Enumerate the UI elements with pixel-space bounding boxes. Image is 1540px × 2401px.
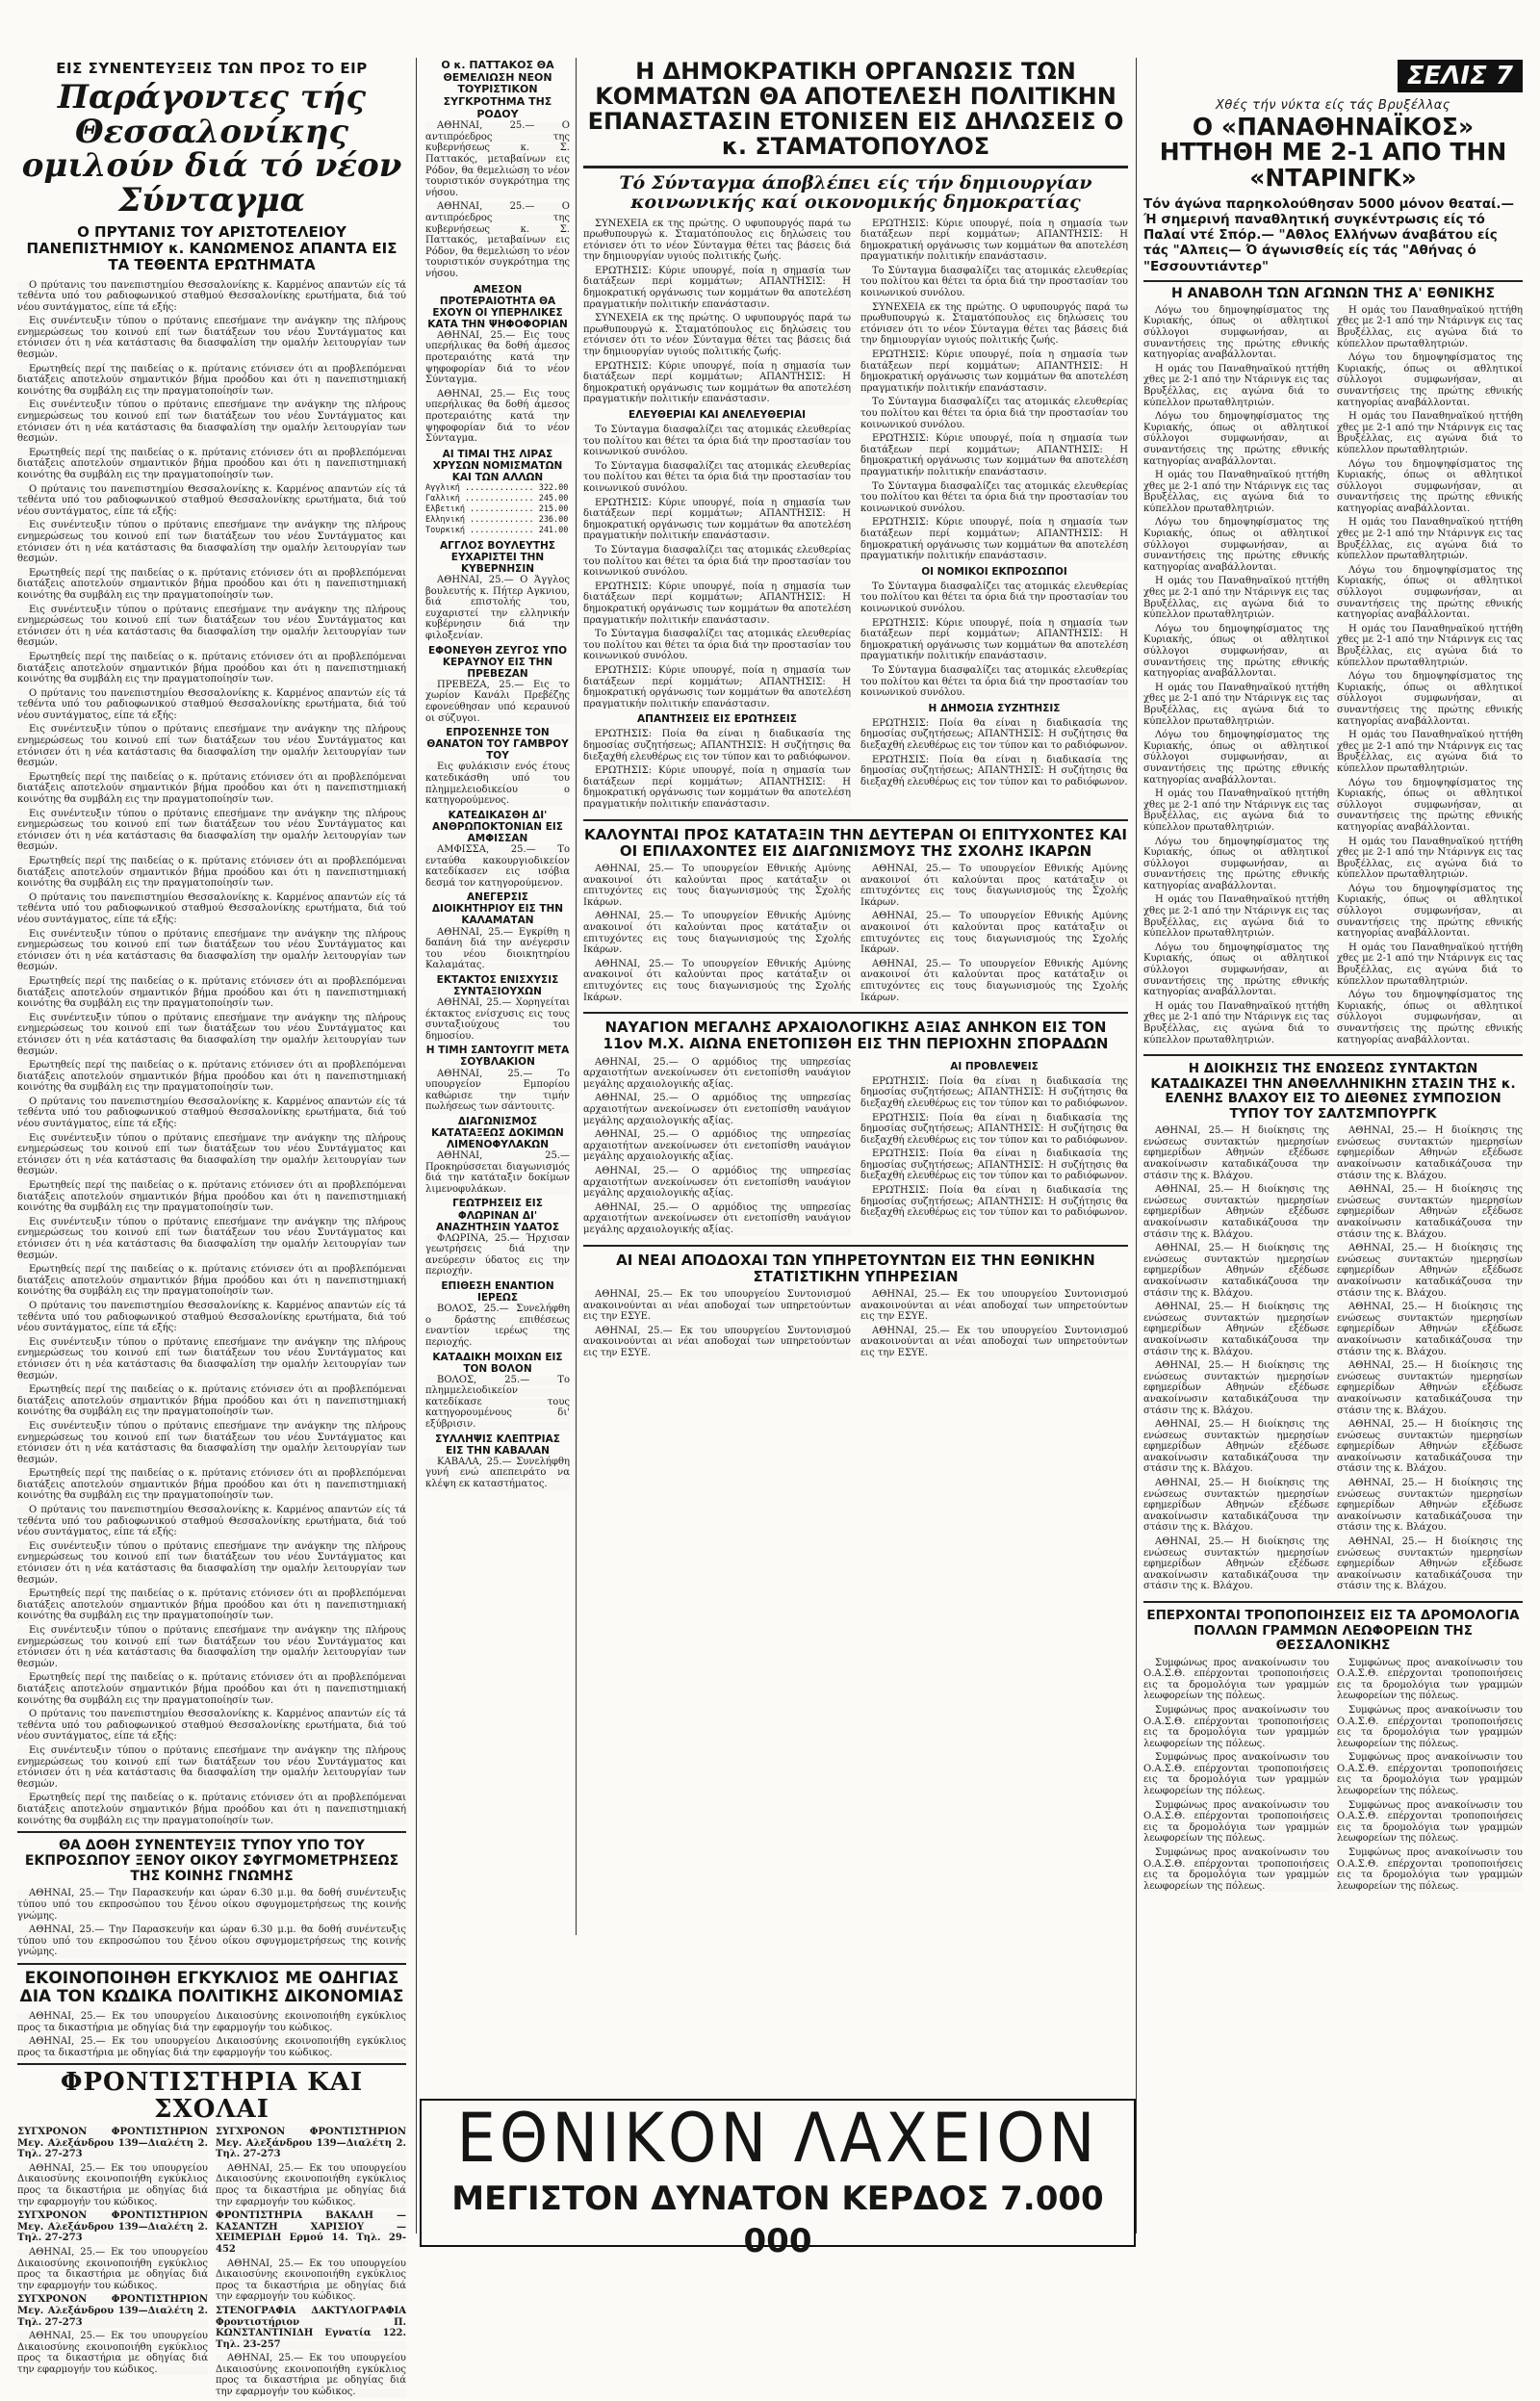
col4-body4-f: Συμφώνως προς ανακοίνωσιν του Ο.Α.Σ.Θ. επέρχονται τροποποιήσεις εις τα δρομολόγια των γραμμών λεωφορείων της πόλεως. xyxy=(1337,1657,1523,1702)
column-rule-1 xyxy=(416,58,417,2233)
col4-body2-h: Η ομάς του Παναθηναϊκού ηττήθη χθες με 2-1 από την Ντάρινγκ εις τας Βρυξέλλας, εις αγώνα διά το κύπελλον πρωταθλητριών. xyxy=(1337,304,1523,349)
col3-body2-j: ΕΡΩΤΗΣΙΣ: Κύριε υπουργέ, ποία η σημασία των διατάξεων περί κομμάτων; ΑΠΑΝΤΗΣΙΣ: Η δημοκρατική οργάνωσις των κομμάτων θα αποτελέση πραγματικήν πολιτικήν επανάστασιν. xyxy=(860,517,1128,562)
col3-nees-a xyxy=(583,1289,851,1362)
col4-headline: Ο «ΠΑΝΑΘΗΝΑΪΚΟΣ» ΗΤΤΗΘΗ ΜΕ 2-1 ΑΠΟ ΤΗΝ «ΝΤΑΡΙΝΓΚ» xyxy=(1159,113,1507,192)
col4-rule-2 xyxy=(1143,1054,1523,1056)
col1-body3-repeat13: Ερωτηθείς περί της παιδείας ο κ. πρύτανις ετόνισεν ότι αι προβλεπόμεναι διατάξεις αποτελούν σημαντικόν βήμα προόδου και ότι η πανεπιστημιακή κοινότης θα συμβάλη εις την πραγματοποίησίν των. xyxy=(17,1672,406,1706)
col2-body4: ΠΡΕΒΕΖΑ, 25.— Εις το χωρίον Κανάλι Πρεβέζης εφονεύθησαν υπό κεραυνού οι σύζυγοι. xyxy=(425,679,570,724)
col4-body1: Λόγω του δημοψηφίσματος της Κυριακής, όπως οι αθλητικοί σύλλογοι συμφωνήσαν, αι συναντήσεις της πρώτης εθνικής κατηγορίας αναβάλλονται. xyxy=(1143,304,1329,361)
col3-body4: ΕΡΩΤΗΣΙΣ: Ποία θα είναι η διαδικασία της δημοσίας συζητήσεως; ΑΠΑΝΤΗΣΙΣ: Η συζήτησις θα διεξαχθή ελευθέρως εις τον τύπον και το ραδιόφωνον. xyxy=(860,717,1128,751)
col4-body2-i: Η ομάς του Παναθηναϊκού ηττήθη χθες με 2-1 από την Ντάρινγκ εις τας Βρυξέλλας, εις αγώνα διά το κύπελλον πρωταθλητριών. xyxy=(1337,411,1523,455)
col4-lead: Τόν άγώνα παρηκολούθησαν 5000 μόνον θεαταί.— Ή σημερινή παναθλητική συγκέντρωσις είς τό Παλαί ντέ Σπόρ.— "Αθλος Ελλήνων άναβάτου είς τάς "Αλπεις— Ό άγωνισθείς είς τάς "Αθήνας ό "Εσσουντιάντερ" xyxy=(1143,195,1515,274)
col3-body4-b: ΕΡΩΤΗΣΙΣ: Ποία θα είναι η διαδικασία της δημοσίας συζητήσεως; ΑΠΑΝΤΗΣΙΣ: Η συζήτησις θα διεξαχθή ελευθέρως εις τον τύπον και το ραδιόφωνον. xyxy=(860,754,1128,787)
col1-ad2-b: ΣΥΓΧΡΟΝΟΝ ΦΡΟΝΤΙΣΤΗΡΙΟΝ Μεγ. Αλεξάνδρου 139—Διαλέτη 2. Τηλ. 27-273 xyxy=(216,2127,406,2160)
lottery-title: ΕΘΝΙΚΟΝ ΛΑΧΕΙΟΝ xyxy=(456,2100,1099,2179)
col1-body1-repeat2: Ο πρύτανις του πανεπιστημίου Θεσσαλονίκης κ. Καρμένος απαντών είς τά τεθέντα υπό του ραδιοφωνικού σταθμού Θεσσαλονίκης ερωτήματα, διά τού νέου συντάγματος, είπε τά εξής: xyxy=(17,687,406,721)
col1-ads xyxy=(17,2127,406,2401)
col1-body3-repeat9: Ερωτηθείς περί της παιδείας ο κ. πρύτανις ετόνισεν ότι αι προβλεπόμεναι διατάξεις αποτελούν σημαντικόν βήμα προόδου και ότι η πανεπιστημιακή κοινότης θα συμβάλη εις την πραγματοποίησίν των. xyxy=(17,1264,406,1298)
col4-body1-h: Λόγω του δημοψηφίσματος της Κυριακής, όπως οι αθλητικοί σύλλογοι συμφωνήσαν, αι συναντήσεις της πρώτης εθνικής κατηγορίας αναβάλλονται. xyxy=(1337,352,1523,408)
col3-body4-d: ΕΡΩΤΗΣΙΣ: Ποία θα είναι η διαδικασία της δημοσίας συζητήσεως; ΑΠΑΝΤΗΣΙΣ: Η συζήτησις θα διεξαχθή ελευθέρως εις τον τύπον και το ραδιόφωνον. xyxy=(860,1112,1128,1146)
col3-body2-d: ΕΡΩΤΗΣΙΣ: Κύριε υπουργέ, ποία η σημασία των διατάξεων περί κομμάτων; ΑΠΑΝΤΗΣΙΣ: Η δημοκρατική οργάνωσις των κομμάτων θα αποτελέση πραγματικήν πολιτικήν επανάστασιν. xyxy=(583,581,851,626)
col3-body3-h: Το Σύνταγμα διασφαλίζει τας ατομικάς ελευθερίας του πολίτου και θέτει τα όρια διά την προστασίαν του κοινωνικού συνόλου. xyxy=(860,581,1128,614)
col4-body2-j: Η ομάς του Παναθηναϊκού ηττήθη χθες με 2-1 από την Ντάρινγκ εις τας Βρυξέλλας, εις αγώνα διά το κύπελλον πρωταθλητριών. xyxy=(1337,517,1523,562)
col2-body13: ΒΟΛΟΣ, 25.— Το πλημμελειοδικείον κατεδίκασε τους κατηγορουμένους δι' εξύβρισιν. xyxy=(425,1374,570,1431)
col4-body2-g: Η ομάς του Παναθηναϊκού ηττήθη χθες με 2-1 από την Ντάρινγκ εις τας Βρυξέλλας, εις αγώνα διά το κύπελλον πρωταθλητριών. xyxy=(1143,1000,1329,1046)
col4-body4-i: Συμφώνως προς ανακοίνωσιν του Ο.Α.Σ.Θ. επέρχονται τροποποιήσεις εις τα δρομολόγια των γραμμών λεωφορείων της πόλεως. xyxy=(1337,1799,1523,1845)
col2-h3: ΑΙ ΤΙΜΑΙ ΤΗΣ ΛΙΡΑΣ ΧΡΥΣΩΝ ΝΟΜΙΣΜΑΤΩΝ ΚΑΙ ΤΩΝ ΑΛΛΩΝ xyxy=(432,448,563,483)
column-rule-2 xyxy=(576,58,577,1935)
col2-prices: Αγγλική .............. 322.00 Γαλλική .............. 245.00 Ελβετική ............. 215.00 Ελληνική ............. 236.00 Τουρκική ............. 241.00 xyxy=(425,482,569,535)
col4-body3-h: ΑΘΗΝΑΙ, 25.— Η διοίκησις της ενώσεως συντακτών ημερησίων εφημερίδων Αθηνών εξέδωσε ανακοίνωσιν καταδικάζουσα την στάσιν της κ. Βλάχου. xyxy=(1143,1536,1329,1592)
col4-body3-c: ΑΘΗΝΑΙ, 25.— Η διοίκησις της ενώσεως συντακτών ημερησίων εφημερίδων Αθηνών εξέδωσε ανακοίνωσιν καταδικάζουσα την στάσιν της κ. Βλάχου. xyxy=(1143,1243,1329,1299)
col3-body3-d: Το Σύνταγμα διασφαλίζει τας ατομικάς ελευθερίας του πολίτου και θέτει τα όρια διά την προστασίαν του κοινωνικού συνόλου. xyxy=(583,629,851,662)
col2-h10: Η ΤΙΜΗ ΣΑΝΤΟΥΓΙΤ ΜΕΤΑ ΣΟΥΒΛΑΚΙΟΝ xyxy=(425,1045,570,1069)
col1-ad1: ΣΥΓΧΡΟΝΟΝ ΦΡΟΝΤΙΣΤΗΡΙΟΝ Μεγ. Αλεξάνδρου 139—Διαλέτη 2. Τηλ. 27-273 xyxy=(17,2127,208,2160)
col3-body7-d: ΑΘΗΝΑΙ, 25.— Εκ του υπουργείου Συντονισμού ανακοινούνται αι νέαι αποδοχαί των υπηρετούντων εις την ΕΣΥΕ. xyxy=(860,1325,1128,1359)
column-2 xyxy=(425,60,570,2024)
col1-body3-repeat2: Ερωτηθείς περί της παιδείας ο κ. πρύτανις ετόνισεν ότι αι προβλεπόμεναι διατάξεις αποτελούν σημαντικόν βήμα προόδου και ότι η πανεπιστημιακή κοινότης θα συμβάλη εις την πραγματοποίησίν των. xyxy=(17,567,406,601)
col3-headline: Η ΔΗΜΟΚΡΑΤΙΚΗ ΟΡΓΑΝΩΣΙΣ ΤΩΝ ΚΟΜΜΑΤΩΝ ΘΑ ΑΠΟΤΕΛΕΣΗ ΠΟΛΙΤΙΚΗΝ ΕΠΑΝΑΣΤΑΣΙΝ ΕΤΟΝΙΣΕΝ ΕΙΣ ΔΗΛΩΣΕΙΣ Ο κ. ΣΤΑΜΑΤΟΠΟΥΛΟΣ xyxy=(587,58,1124,160)
col3-kal-a xyxy=(583,864,851,1006)
col3-body5: ΑΘΗΝΑΙ, 25.— Το υπουργείον Εθνικής Αμύνης ανακοινοί ότι καλούνται προς κατάταξιν οι επιτυχόντες εις τους διαγωνισμούς της Σχολής Ικάρων. xyxy=(583,864,851,908)
col1-body3-repeat14: Ερωτηθείς περί της παιδείας ο κ. πρύτανις ετόνισεν ότι αι προβλεπόμεναι διατάξεις αποτελούν σημαντικόν βήμα προόδου και ότι η πανεπιστημιακή κοινότης θα συμβάλη εις την πραγματοποίησίν των. xyxy=(17,1793,406,1826)
col1-body2-repeat9: Εις συνέντευξιν τύπου ο πρύτανις επεσήμανε την ανάγκην της πλήρους ενημερώσεως του κοινού επί των διατάξεων του νέου Συντάγματος και ετόνισεν ότι η νέα κατάστασις θα διασφαλίση την ομαλήν λειτουργίαν των θεσμών. xyxy=(17,1216,406,1261)
col2-h11: ΔΙΑΓΩΝΙΣΜΟΣ ΚΑΤΑΤΑΞΕΩΣ ΔΟΚΙΜΩΝ ΛΙΜΕΝΟΦΥΛΑΚΩΝ xyxy=(431,1115,564,1151)
col2-h8: ΑΝΕΓΕΡΣΙΣ ΔΙΟΙΚΗΤΗΡΙΟΥ ΕΙΣ ΤΗΝ ΚΑΛΑΜΑΤΑΝ xyxy=(431,891,564,927)
col2-h4: ΑΓΓΛΟΣ ΒΟΥΛΕΥΤΗΣ ΕΥΧΑΡΙΣΤΕΙ ΤΗΝ ΚΥΒΕΡΝΗΣΙΝ xyxy=(440,539,555,576)
col3-body5-f: ΑΘΗΝΑΙ, 25.— Το υπουργείον Εθνικής Αμύνης ανακοινοί ότι καλούνται προς κατάταξιν οι επιτυχόντες εις τους διαγωνισμούς της Σχολής Ικάρων. xyxy=(860,958,1128,1003)
col2-h12: ΓΕΩΤΡΗΣΕΙΣ ΕΙΣ ΦΛΩΡΙΝΑΝ ΔΙ' ΑΝΑΖΗΤΗΣΙΝ ΥΔΑΤΟΣ xyxy=(435,1198,560,1233)
col3-body4-f: ΕΡΩΤΗΣΙΣ: Ποία θα είναι η διαδικασία της δημοσίας συζητήσεως; ΑΠΑΝΤΗΣΙΣ: Η συζήτησις θα διεξαχθή ελευθέρως εις τον τύπον και το ραδιόφωνον. xyxy=(860,1185,1128,1219)
col4-anavoli-b xyxy=(1337,305,1523,1048)
col4-body2-b: Η ομάς του Παναθηναϊκού ηττήθη χθες με 2-1 από την Ντάρινγκ εις τας Βρυξέλλας, εις αγώνα διά το κύπελλον πρωταθλητριών. xyxy=(1143,470,1329,514)
col4-body4-d: Συμφώνως προς ανακοίνωσιν του Ο.Α.Σ.Θ. επέρχονται τροποποιήσεις εις τα δρομολόγια των γραμμών λεωφορείων της πόλεως. xyxy=(1143,1799,1329,1845)
col1-body1: Ο πρύτανις του πανεπιστημίου Θεσσαλονίκης κ. Καρμένος απαντών είς τά τεθέντα υπό του ραδιοφωνικού σταθμού Θεσσαλονίκης ερωτήματα, διά τού νέου συντάγματος, είπε τά εξής: xyxy=(17,279,406,313)
col4-body3-d: ΑΘΗΝΑΙ, 25.— Η διοίκησις της ενώσεως συντακτών ημερησίων εφημερίδων Αθηνών εξέδωσε ανακοίνωσιν καταδικάζουσα την στάσιν της κ. Βλάχου. xyxy=(1143,1302,1329,1357)
col3-nav-b xyxy=(860,1057,1128,1239)
col2-h2: ΑΜΕΣΟΝ ΠΡΟΤΕΡΑΙΟΤΗΤΑ ΘΑ ΕΧΟΥΝ ΟΙ ΥΠΕΡΗΛΙΚΕΣ ΚΑΤΑ ΤΗΝ ΨΗΦΟΦΟΡΙΑΝ xyxy=(427,283,568,330)
col4-body2-m: Η ομάς του Παναθηναϊκού ηττήθη χθες με 2-1 από την Ντάρινγκ εις τας Βρυξέλλας, εις αγώνα διά το κύπελλον πρωταθλητριών. xyxy=(1337,836,1523,881)
col1-body3-repeat: Ερωτηθείς περί της παιδείας ο κ. πρύτανις ετόνισεν ότι αι προβλεπόμεναι διατάξεις αποτελούν σημαντικόν βήμα προόδου και ότι η πανεπιστημιακή κοινότης θα συμβάλη εις την πραγματοποίησίν των. xyxy=(17,447,406,480)
col3-body6: ΑΘΗΝΑΙ, 25.— Ο αρμόδιος της υπηρεσίας αρχαιοτήτων ανεκοίνωσεν ότι ενετοπίσθη ναυάγιον μεγάλης αρχαιολογικής αξίας. xyxy=(583,1056,851,1090)
col2-body3: ΑΘΗΝΑΙ, 25.— Ο Άγγλος βουλευτής κ. Πήτερ Αγκνιου, διά επιστολής του, ευχαριστεί την ελληνικήν κυβέρνησιν διά την φιλοξενίαν. xyxy=(425,575,570,642)
col3-body6-e: ΑΘΗΝΑΙ, 25.— Ο αρμόδιος της υπηρεσίας αρχαιοτήτων ανεκοίνωσεν ότι ενετοπίσθη ναυάγιον μεγάλης αρχαιολογικής αξίας. xyxy=(583,1201,851,1235)
col2-body14: ΚΑΒΑΛΑ, 25.— Συνελήφθη γυνή ενώ απεπειράτο να κλέψη εκ καταστήματος. xyxy=(425,1456,570,1489)
col3-nees-b xyxy=(860,1289,1128,1362)
col3-body3-g: Το Σύνταγμα διασφαλίζει τας ατομικάς ελευθερίας του πολίτου και θέτει τα όρια διά την προστασίαν του κοινωνικού συνόλου. xyxy=(860,480,1128,514)
lottery-subtitle: ΜΕΓΙΣΤΟΝ ΔΥΝΑΤΟΝ ΚΕΡΔΟΣ 7.000 000 xyxy=(451,2180,1104,2260)
col4-body4-h: Συμφώνως προς ανακοίνωσιν του Ο.Α.Σ.Θ. επέρχονται τροποποιήσεις εις τα δρομολόγια των γραμμών λεωφορείων της πόλεως. xyxy=(1337,1752,1523,1797)
col4-body3-p: ΑΘΗΝΑΙ, 25.— Η διοίκησις της ενώσεως συντακτών ημερησίων εφημερίδων Αθηνών εξέδωσε ανακοίνωσιν καταδικάζουσα την στάσιν της κ. Βλάχου. xyxy=(1337,1536,1523,1592)
col3-body2-c: ΕΡΩΤΗΣΙΣ: Κύριε υπουργέ, ποία η σημασία των διατάξεων περί κομμάτων; ΑΠΑΝΤΗΣΙΣ: Η δημοκρατική οργάνωσις των κομμάτων θα αποτελέση πραγματικήν πολιτικήν επανάστασιν. xyxy=(583,497,851,542)
col4-body1-g: Λόγω του δημοψηφίσματος της Κυριακής, όπως οι αθλητικοί σύλλογοι συμφωνήσαν, αι συναντήσεις της πρώτης εθνικής κατηγορίας αναβάλλονται. xyxy=(1143,942,1329,998)
col4-body1-n: Λόγω του δημοψηφίσματος της Κυριακής, όπως οι αθλητικοί σύλλογοι συμφωνήσαν, αι συναντήσεις της πρώτης εθνικής κατηγορίας αναβάλλονται. xyxy=(1337,990,1523,1046)
col2-body8: ΑΘΗΝΑΙ, 25.— Χορηγείται έκτακτος ενίσχυσις εις τους συνταξιούχους του δημοσίου. xyxy=(425,997,570,1042)
col1-ad3-text: ΑΘΗΝΑΙ, 25.— Εκ του υπουργείου Δικαιοσύνης εκοινοποιήθη εγκύκλιος προς τα δικαστήρια με οδηγίας διά την εφαρμογήν του κώδικος. xyxy=(216,2258,406,2303)
col3-body1-c: ΣΥΝΕΧΕΙΑ εκ της πρώτης. Ο υφυπουργός παρά τω πρωθυπουργώ κ. Σταματόπουλος εις δηλώσεις του ετόνισεν ότι το νέον Σύνταγμα θέτει τας βάσεις διά την δημιουργίαν υγιούς πολιτικής ζωής. xyxy=(860,301,1128,347)
col4-body4-e: Συμφώνως προς ανακοίνωσιν του Ο.Α.Σ.Θ. επέρχονται τροποποιήσεις εις τα δρομολόγια των γραμμών λεωφορείων της πόλεως. xyxy=(1143,1847,1329,1892)
col4-dioikisis-a xyxy=(1143,1125,1329,1595)
col4-body2-k: Η ομάς του Παναθηναϊκού ηττήθη χθες με 2-1 από την Ντάρινγκ εις τας Βρυξέλλας, εις αγώνα διά το κύπελλον πρωταθλητριών. xyxy=(1337,623,1523,668)
col1-body3-repeat3: Ερωτηθείς περί της παιδείας ο κ. πρύτανις ετόνισεν ότι αι προβλεπόμεναι διατάξεις αποτελούν σημαντικόν βήμα προόδου και ότι η πανεπιστημιακή κοινότης θα συμβάλη εις την πραγματοποίησίν των. xyxy=(17,651,406,685)
col4-body4-g: Συμφώνως προς ανακοίνωσιν του Ο.Α.Σ.Θ. επέρχονται τροποποιήσεις εις τα δρομολόγια των γραμμών λεωφορείων της πόλεως. xyxy=(1337,1704,1523,1749)
col4-body1-m: Λόγω του δημοψηφίσματος της Κυριακής, όπως οι αθλητικοί σύλλογοι συμφωνήσαν, αι συναντήσεις της πρώτης εθνικής κατηγορίας αναβάλλονται. xyxy=(1337,883,1523,940)
col3-body1: ΣΥΝΕΧΕΙΑ εκ της πρώτης. Ο υφυπουργός παρά τω πρωθυπουργώ κ. Σταματόπουλος εις δηλώσεις του ετόνισεν ότι το νέον Σύνταγμα θέτει τας βάσεις διά την δημιουργίαν υγιούς πολιτικής ζωής. xyxy=(583,218,851,263)
col1-h4: ΦΡΟΝΤΙΣΤΗΡΙΑ ΚΑΙ ΣΧΟΛΑΙ xyxy=(60,2068,364,2124)
col4-body1-c: Λόγω του δημοψηφίσματος της Κυριακής, όπως οι αθλητικοί σύλλογοι συμφωνήσαν, αι συναντήσεις της πρώτης εθνικής κατηγορίας αναβάλλονται. xyxy=(1143,517,1329,573)
col3-body2-f: ΕΡΩΤΗΣΙΣ: Κύριε υπουργέ, ποία η σημασία των διατάξεων περί κομμάτων; ΑΠΑΝΤΗΣΙΣ: Η δημοκρατική οργάνωσις των κομμάτων θα αποτελέση πραγματικήν πολιτικήν επανάστασιν. xyxy=(583,765,851,810)
col1-ad4: ΣΤΕΝΟΓΡΑΦΙΑ ΔΑΚΤΥΛΟΓΡΑΦΙΑ Φροντιστήριον Π. ΚΩΝΣΤΑΝΤΙΝΙΔΗ Εγνατία 122. Τηλ. 23-257 xyxy=(216,2305,406,2350)
col1-body1-repeat7: Ο πρύτανις του πανεπιστημίου Θεσσαλονίκης κ. Καρμένος απαντών είς τά τεθέντα υπό του ραδιοφωνικού σταθμού Θεσσαλονίκης ερωτήματα, διά τού νέου συντάγματος, είπε τά εξής: xyxy=(17,1709,406,1743)
col4-body2-d: Η ομάς του Παναθηναϊκού ηττήθη χθες με 2-1 από την Ντάρινγκ εις τας Βρυξέλλας, εις αγώνα διά το κύπελλον πρωταθλητριών. xyxy=(1143,682,1329,727)
col1-body3-repeat12: Ερωτηθείς περί της παιδείας ο κ. πρύτανις ετόνισεν ότι αι προβλεπόμεναι διατάξεις αποτελούν σημαντικόν βήμα προόδου και ότι η πανεπιστημιακή κοινότης θα συμβάλη εις την πραγματοποίησίν των. xyxy=(17,1588,406,1622)
col2-h5: ΕΦΟΝΕΥΘΗ ΖΕΥΓΟΣ ΥΠΟ ΚΕΡΑΥΝΟΥ ΕΙΣ ΤΗΝ ΠΡΕΒΕΖΑΝ xyxy=(427,644,568,680)
col4-body2-n: Η ομάς του Παναθηναϊκού ηττήθη χθες με 2-1 από την Ντάρινγκ εις τας Βρυξέλλας, εις αγώνα διά το κύπελλον πρωταθλητριών. xyxy=(1337,942,1523,987)
col3-body1-b: ΣΥΝΕΧΕΙΑ εκ της πρώτης. Ο υφυπουργός παρά τω πρωθυπουργώ κ. Σταματόπουλος εις δηλώσεις του ετόνισεν ότι το νέον Σύνταγμα θέτει τας βάσεις διά την δημιουργίαν υγιούς πολιτικής ζωής. xyxy=(583,313,851,358)
col2-body11: ΦΛΩΡΙΝΑ, 25.— Ήρχισαν γεωτρήσεις διά την ανεύρεσιν ύδατος εις την περιοχήν. xyxy=(425,1232,570,1278)
col3-kal-b xyxy=(860,864,1128,1006)
col1-kicker: ΕΙΣ ΣΥΝΕΝΤΕΥΞΕΙΣ ΤΩΝ ΠΡΟΣ ΤΟ ΕΙΡ xyxy=(56,60,368,77)
col4-body2: Η ομάς του Παναθηναϊκού ηττήθη χθες με 2-1 από την Ντάρινγκ εις τας Βρυξέλλας, εις αγώνα διά το κύπελλον πρωταθλητριών. xyxy=(1143,363,1329,408)
col1-body4-repeat: ΑΘΗΝΑΙ, 25.— Την Παρασκευήν και ώραν 6.30 μ.μ. θα δοθή συνέντευξις τύπου υπό του εκπροσώπου του ξένου οίκου σφυγμομετρήσεως της κοινής γνώμης. xyxy=(17,1924,406,1958)
col3-body7-c: ΑΘΗΝΑΙ, 25.— Εκ του υπουργείου Συντονισμού ανακοινούνται αι νέαι αποδοχαί των υπηρετούντων εις την ΕΣΥΕ. xyxy=(860,1289,1128,1323)
col4-body1-b: Λόγω του δημοψηφίσματος της Κυριακής, όπως οι αθλητικοί σύλλογοι συμφωνήσαν, αι συναντήσεις της πρώτης εθνικής κατηγορίας αναβάλλονται. xyxy=(1143,411,1329,467)
column-rule-3 xyxy=(1136,58,1137,2233)
col3-h-nomika: ΟΙ ΝΟΜΙΚΟΙ ΕΚΠΡΟΣΩΠΟΙ xyxy=(921,565,1067,578)
col1-body3-repeat7: Ερωτηθείς περί της παιδείας ο κ. πρύτανις ετόνισεν ότι αι προβλεπόμεναι διατάξεις αποτελούν σημαντικόν βήμα προόδου και ότι η πανεπιστημιακή κοινότης θα συμβάλη εις την πραγματοποίησίν των. xyxy=(17,1060,406,1094)
col4-body2-l: Η ομάς του Παναθηναϊκού ηττήθη χθες με 2-1 από την Ντάρινγκ εις τας Βρυξέλλας, εις αγώνα διά το κύπελλον πρωταθλητριών. xyxy=(1337,730,1523,774)
col1-body5: ΑΘΗΝΑΙ, 25.— Εκ του υπουργείου Δικαιοσύνης εκοινοποιήθη εγκύκλιος προς τα δικαστήρια με οδηγίας διά την εφαρμογήν του κώδικος. xyxy=(17,2011,406,2033)
col4-epanorth-columns xyxy=(1143,1658,1523,1896)
col3-body6-b: ΑΘΗΝΑΙ, 25.— Ο αρμόδιος της υπηρεσίας αρχαιοτήτων ανεκοίνωσεν ότι ενετοπίσθη ναυάγιον μεγάλης αρχαιολογικής αξίας. xyxy=(583,1093,851,1126)
col1-ad2-text: ΑΘΗΝΑΙ, 25.— Εκ του υπουργείου Δικαιοσύνης εκοινοποιήθη εγκύκλιος προς τα δικαστήρια με οδηγίας διά την εφαρμογήν του κώδικος. xyxy=(17,2246,208,2291)
col4-body3-j: ΑΘΗΝΑΙ, 25.— Η διοίκησις της ενώσεως συντακτών ημερησίων εφημερίδων Αθηνών εξέδωσε ανακοίνωσιν καταδικάζουσα την στάσιν της κ. Βλάχου. xyxy=(1337,1184,1523,1240)
col1-ad1-text: ΑΘΗΝΑΙ, 25.— Εκ του υπουργείου Δικαιοσύνης εκοινοποιήθη εγκύκλιος προς τα δικαστήρια με οδηγίας διά την εφαρμογήν του κώδικος. xyxy=(17,2162,208,2207)
col4-body1-l: Λόγω του δημοψηφίσματος της Κυριακής, όπως οι αθλητικοί σύλλογοι συμφωνήσαν, αι συναντήσεις της πρώτης εθνικής κατηγορίας αναβάλλονται. xyxy=(1337,777,1523,833)
col2-body6: ΑΜΦΙΣΣΑ, 25.— Το ενταύθα κακουργιοδικείον κατεδίκασεν εις ισόβια δεσμά τον κατηγορούμενον. xyxy=(425,843,570,889)
col1-body1-repeat6: Ο πρύτανις του πανεπιστημίου Θεσσαλονίκης κ. Καρμένος απαντών είς τά τεθέντα υπό του ραδιοφωνικού σταθμού Θεσσαλονίκης ερωτήματα, διά τού νέου συντάγματος, είπε τά εξής: xyxy=(17,1505,406,1538)
col4-body3-i: ΑΘΗΝΑΙ, 25.— Η διοίκησις της ενώσεως συντακτών ημερησίων εφημερίδων Αθηνών εξέδωσε ανακοίνωσιν καταδικάζουσα την στάσιν της κ. Βλάχου. xyxy=(1337,1125,1523,1181)
col1-body3-repeat6: Ερωτηθείς περί της παιδείας ο κ. πρύτανις ετόνισεν ότι αι προβλεπόμεναι διατάξεις αποτελούν σημαντικόν βήμα προόδου και ότι η πανεπιστημιακή κοινότης θα συμβάλη εις την πραγματοποίησίν των. xyxy=(17,975,406,1010)
col1-body2-repeat5: Εις συνέντευξιν τύπου ο πρύτανις επεσήμανε την ανάγκην της πλήρους ενημερώσεως του κοινού επί των διατάξεων του νέου Συντάγματος και ετόνισεν ότι η νέα κατάστασις θα διασφαλίση την ομαλήν λειτουργίαν των θεσμών. xyxy=(17,808,406,853)
col1-body2-repeat11: Εις συνέντευξιν τύπου ο πρύτανις επεσήμανε την ανάγκην της πλήρους ενημερώσεως του κοινού επί των διατάξεων του νέου Συντάγματος και ετόνισεν ότι η νέα κατάστασις θα διασφαλίση την ομαλήν λειτουργίαν των θεσμών. xyxy=(17,1420,406,1465)
col2-body9: ΑΘΗΝΑΙ, 25.— Το υπουργείον Εμπορίου καθώρισε την τιμήν πωλήσεως των σάντουιτς. xyxy=(425,1068,570,1113)
col4-body3-l: ΑΘΗΝΑΙ, 25.— Η διοίκησις της ενώσεως συντακτών ημερησίων εφημερίδων Αθηνών εξέδωσε ανακοίνωσιν καταδικάζουσα την στάσιν της κ. Βλάχου. xyxy=(1337,1302,1523,1357)
col3-h-apant: ΑΠΑΝΤΗΣΕΙΣ ΕΙΣ ΕΡΩΤΗΣΕΙΣ xyxy=(637,713,797,726)
col1-body2-repeat: Εις συνέντευξιν τύπου ο πρύτανις επεσήμανε την ανάγκην της πλήρους ενημερώσεως του κοινού επί των διατάξεων του νέου Συντάγματος και ετόνισεν ότι η νέα κατάστασις θα διασφαλίση την ομαλήν λειτουργίαν των θεσμών. xyxy=(17,400,406,445)
col1-body2-repeat12: Εις συνέντευξιν τύπου ο πρύτανις επεσήμανε την ανάγκην της πλήρους ενημερώσεως του κοινού επί των διατάξεων του νέου Συντάγματος και ετόνισεν ότι η νέα κατάστασις θα διασφαλίση την ομαλήν λειτουργίαν των θεσμών. xyxy=(17,1540,406,1586)
col4-body3-o: ΑΘΗΝΑΙ, 25.— Η διοίκησις της ενώσεως συντακτών ημερησίων εφημερίδων Αθηνών εξέδωσε ανακοίνωσιν καταδικάζουσα την στάσιν της κ. Βλάχου. xyxy=(1337,1478,1523,1534)
col1-body3: Ερωτηθείς περί της παιδείας ο κ. πρύτανις ετόνισεν ότι αι προβλεπόμεναι διατάξεις αποτελούν σημαντικόν βήμα προόδου και ότι η πανεπιστημιακή κοινότης θα συμβάλη εις την πραγματοποίησίν των. xyxy=(17,363,406,397)
col3-nav-columns xyxy=(583,1057,1128,1239)
col3-kal-columns xyxy=(583,864,1128,1006)
col1-body1-repeat5: Ο πρύτανις του πανεπιστημίου Θεσσαλονίκης κ. Καρμένος απαντών είς τά τεθέντα υπό του ραδιοφωνικού σταθμού Θεσσαλονίκης ερωτήματα, διά τού νέου συντάγματος, είπε τά εξής: xyxy=(17,1300,406,1334)
col3-body5-d: ΑΘΗΝΑΙ, 25.— Το υπουργείον Εθνικής Αμύνης ανακοινοί ότι καλούνται προς κατάταξιν οι επιτυχόντες εις τους διαγωνισμούς της Σχολής Ικάρων. xyxy=(860,864,1128,908)
col3-body2-i: ΕΡΩΤΗΣΙΣ: Κύριε υπουργέ, ποία η σημασία των διατάξεων περί κομμάτων; ΑΠΑΝΤΗΣΙΣ: Η δημοκρατική οργάνωσις των κομμάτων θα αποτελέση πραγματικήν πολιτικήν επανάστασιν. xyxy=(860,433,1128,478)
col1-body1-repeat: Ο πρύτανις του πανεπιστημίου Θεσσαλονίκης κ. Καρμένος απαντών είς τά τεθέντα υπό του ραδιοφωνικού σταθμού Θεσσαλονίκης ερωτήματα, διά τού νέου συντάγματος, είπε τά εξής: xyxy=(17,483,406,517)
col1-divider-2 xyxy=(17,1963,406,1965)
col2-body1-b: ΑΘΗΝΑΙ, 25.— Ο αντιπρόεδρος της κυβερνήσεως κ. Σ. Παττακός, μεταβαίνων εις Ρόδον, θα θεμελιώση το νέον τουριστικόν συγκρότημα της νήσου. xyxy=(425,201,570,279)
col3-body3-b: Το Σύνταγμα διασφαλίζει τας ατομικάς ελευθερίας του πολίτου και θέτει τα όρια διά την προστασίαν του κοινωνικού συνόλου. xyxy=(583,460,851,495)
col2-h9: ΕΚΤΑΚΤΟΣ ΕΝΙΣΧΥΣΙΣ ΣΥΝΤΑΞΙΟΥΧΩΝ xyxy=(436,973,559,997)
col4-dioikisis-columns xyxy=(1143,1125,1523,1595)
col3-nav-a xyxy=(583,1057,851,1239)
col3-body3-i: Το Σύνταγμα διασφαλίζει τας ατομικάς ελευθερίας του πολίτου και θέτει τα όρια διά την προστασίαν του κοινωνικού συνόλου. xyxy=(860,664,1128,699)
col1-headline: Παράγοντες τής Θεσσαλονίκης ομιλούν διά τό νέον Σύνταγμα xyxy=(21,78,402,220)
col2-body7: ΑΘΗΝΑΙ, 25.— Εγκρίθη η δαπάνη διά την ανέγερσιν του νέου διοικητηρίου Καλαμάτας. xyxy=(425,926,570,971)
col3-body5-b: ΑΘΗΝΑΙ, 25.— Το υπουργείον Εθνικής Αμύνης ανακοινοί ότι καλούνται προς κατάταξιν οι επιτυχόντες εις τους διαγωνισμούς της Σχολής Ικάρων. xyxy=(583,911,851,956)
col2-h15: ΣΥΛΛΗΨΙΣ ΚΛΕΠΤΡΙΑΣ ΕΙΣ ΤΗΝ ΚΑΒΑΛΑΝ xyxy=(435,1433,560,1457)
col3-h-kal: ΚΑΛΟΥΝΤΑΙ ΠΡΟΣ ΚΑΤΑΤΑΞΙΝ ΤΗΝ ΔΕΥΤΕΡΑΝ ΟΙ ΕΠΙΤΥΧΟΝΤΕΣ ΚΑΙ ΟΙ ΕΠΙΛΑΧΟΝΤΕΣ ΕΙΣ ΔΙΑΓΩΝΙΣΜΟΥΣ ΤΗΣ ΣΧΟΛΗΣ ΙΚΑΡΩΝ xyxy=(584,825,1127,860)
col3-body2-h: ΕΡΩΤΗΣΙΣ: Κύριε υπουργέ, ποία η σημασία των διατάξεων περί κομμάτων; ΑΠΑΝΤΗΣΙΣ: Η δημοκρατική οργάνωσις των κομμάτων θα αποτελέση πραγματικήν πολιτικήν επανάστασιν. xyxy=(860,349,1128,394)
col4-body1-k: Λόγω του δημοψηφίσματος της Κυριακής, όπως οι αθλητικοί σύλλογοι συμφωνήσαν, αι συναντήσεις της πρώτης εθνικής κατηγορίας αναβάλλονται. xyxy=(1337,671,1523,727)
col2-body2: ΑΘΗΝΑΙ, 25.— Εις τους υπερήλικας θα δοθή άμεσος προτεραιότης κατά την ψηφοφορίαν διά το νέον Σύνταγμα. xyxy=(425,329,570,386)
column-4 xyxy=(1143,60,1523,2264)
col4-body3-e: ΑΘΗΝΑΙ, 25.— Η διοίκησις της ενώσεως συντακτών ημερησίων εφημερίδων Αθηνών εξέδωσε ανακοίνωσιν καταδικάζουσα την στάσιν της κ. Βλάχου. xyxy=(1143,1360,1329,1416)
col2-body2-b: ΑΘΗΝΑΙ, 25.— Εις τους υπερήλικας θα δοθή άμεσος προτεραιότης κατά την ψηφοφορίαν διά το νέον Σύνταγμα. xyxy=(425,388,570,445)
col1-subhead: Ο ΠΡΥΤΑΝΙΣ ΤΟΥ ΑΡΙΣΤΟΤΕΛΕΙΟΥ ΠΑΝΕΠΙΣΤΗΜΙΟΥ κ. ΚΑΝΩΜΕΝΟΣ ΑΠΑΝΤΑ ΕΙΣ ΤΑ ΤΕΘΕΝΤΑ ΕΡΩΤΗΜΑΤΑ xyxy=(26,222,398,274)
col4-body4-c: Συμφώνως προς ανακοίνωσιν του Ο.Α.Σ.Θ. επέρχονται τροποποιήσεις εις τα δρομολόγια των γραμμών λεωφορείων της πόλεως. xyxy=(1143,1752,1329,1797)
col4-rule-3 xyxy=(1143,1601,1523,1603)
col4-body3: ΑΘΗΝΑΙ, 25.— Η διοίκησις της ενώσεως συντακτών ημερησίων εφημερίδων Αθηνών εξέδωσε ανακοίνωσιν καταδικάζουσα την στάσιν της κ. Βλάχου. xyxy=(1143,1125,1329,1181)
col1-body3-repeat4: Ερωτηθείς περί της παιδείας ο κ. πρύτανις ετόνισεν ότι αι προβλεπόμεναι διατάξεις αποτελούν σημαντικόν βήμα προόδου και ότι η πανεπιστημιακή κοινότης θα συμβάλη εις την πραγματοποίησίν των. xyxy=(17,771,406,806)
col3-body3-f: Το Σύνταγμα διασφαλίζει τας ατομικάς ελευθερίας του πολίτου και θέτει τα όρια διά την προστασίαν του κοινωνικού συνόλου. xyxy=(860,397,1128,430)
col4-body3-k: ΑΘΗΝΑΙ, 25.— Η διοίκησις της ενώσεως συντακτών ημερησίων εφημερίδων Αθηνών εξέδωσε ανακοίνωσιν καταδικάζουσα την στάσιν της κ. Βλάχου. xyxy=(1337,1243,1523,1299)
col4-dioikisis-b xyxy=(1337,1125,1523,1595)
col4-body4-b: Συμφώνως προς ανακοίνωσιν του Ο.Α.Σ.Θ. επέρχονται τροποποιήσεις εις τα δρομολόγια των γραμμών λεωφορείων της πόλεως. xyxy=(1143,1704,1329,1749)
col4-anavoli-a xyxy=(1143,305,1329,1048)
lottery-ad xyxy=(420,2099,1136,2260)
col1-body2-repeat10: Εις συνέντευξιν τύπου ο πρύτανις επεσήμανε την ανάγκην της πλήρους ενημερώσεως του κοινού επί των διατάξεων του νέου Συντάγματος και ετόνισεν ότι η νέα κατάστασις θα διασφαλίση την ομαλήν λειτουργίαν των θεσμών. xyxy=(17,1336,406,1381)
col3-body7: ΑΘΗΝΑΙ, 25.— Εκ του υπουργείου Συντονισμού ανακοινούνται αι νέαι αποδοχαί των υπηρετούντων εις την ΕΣΥΕ. xyxy=(583,1289,851,1323)
col2-body12: ΒΟΛΟΣ, 25.— Συνελήφθη ο δράστης επιθέσεως εναντίον ιερέως της περιοχής. xyxy=(425,1304,570,1348)
col2-body5: Εις φυλάκισιν ενός έτους κατεδικάσθη υπό του πλημμελειοδικείου ο κατηγορούμενος. xyxy=(425,762,570,807)
col3-subcol-b xyxy=(860,219,1128,813)
col4-body3-n: ΑΘΗΝΑΙ, 25.— Η διοίκησις της ενώσεως συντακτών ημερησίων εφημερίδων Αθηνών εξέδωσε ανακοίνωσιν καταδικάζουσα την στάσιν της κ. Βλάχου. xyxy=(1337,1419,1523,1475)
col4-body3-b: ΑΘΗΝΑΙ, 25.— Η διοίκησις της ενώσεως συντακτών ημερησίων εφημερίδων Αθηνών εξέδωσε ανακοίνωσιν καταδικάζουσα την στάσιν της κ. Βλάχου. xyxy=(1143,1184,1329,1240)
col4-h-anavoli: Η ΑΝΑΒΟΛΗ ΤΩΝ ΑΓΩΝΩΝ ΤΗΣ Α' ΕΘΝΙΚΗΣ xyxy=(1170,285,1496,301)
col2-body1: ΑΘΗΝΑΙ, 25.— Ο αντιπρόεδρος της κυβερνήσεως κ. Σ. Παττακός, μεταβαίνων εις Ρόδον, θα θεμελιώση το νέον τουριστικόν συγκρότημα της νήσου. xyxy=(425,120,570,198)
col1-body2-repeat2: Εις συνέντευξιν τύπου ο πρύτανις επεσήμανε την ανάγκην της πλήρους ενημερώσεως του κοινού επί των διατάξεων του νέου Συντάγματος και ετόνισεν ότι η νέα κατάστασις θα διασφαλίση την ομαλήν λειτουργίαν των θεσμών. xyxy=(17,520,406,565)
col1-h2: ΘΑ ΔΟΘΗ ΣΥΝΕΝΤΕΥΞΙΣ ΤΥΠΟΥ ΥΠΟ ΤΟΥ ΕΚΠΡΟΣΩΠΟΥ ΞΕΝΟΥ ΟΙΚΟΥ ΣΦΥΓΜΟΜΕΤΡΗΣΕΩΣ ΤΗΣ ΚΟΙΝΗΣ ΓΝΩΜΗΣ xyxy=(24,1838,399,1885)
col2-h14: ΚΑΤΑΔΙΚΗ ΜΟΙΧΩΝ ΕΙΣ ΤΟΝ ΒΟΛΟΝ xyxy=(432,1351,563,1375)
col1-body4: ΑΘΗΝΑΙ, 25.— Την Παρασκευήν και ώραν 6.30 μ.μ. θα δοθή συνέντευξις τύπου υπό του εκπροσώπου του ξένου οίκου σφυγμομετρήσεως της κοινής γνώμης. xyxy=(17,1888,406,1922)
col3-body2-e: ΕΡΩΤΗΣΙΣ: Κύριε υπουργέ, ποία η σημασία των διατάξεων περί κομμάτων; ΑΠΑΝΤΗΣΙΣ: Η δημοκρατική οργάνωσις των κομμάτων θα αποτελέση πραγματικήν πολιτικήν επανάστασιν. xyxy=(583,664,851,710)
col3-body3-e: Το Σύνταγμα διασφαλίζει τας ατομικάς ελευθερίας του πολίτου και θέτει τα όρια διά την προστασίαν του κοινωνικού συνόλου. xyxy=(860,265,1128,299)
col4-body3-f: ΑΘΗΝΑΙ, 25.— Η διοίκησις της ενώσεως συντακτών ημερησίων εφημερίδων Αθηνών εξέδωσε ανακοίνωσιν καταδικάζουσα την στάσιν της κ. Βλάχου. xyxy=(1143,1419,1329,1475)
col4-h-epanorth: ΕΠΕΡΧΟΝΤΑΙ ΤΡΟΠΟΠΟΙΗΣΕΙΣ ΕΙΣ ΤΑ ΔΡΟΜΟΛΟΓΙΑ ΠΟΛΛΩΝ ΓΡΑΜΜΩΝ ΛΕΩΦΟΡΕΙΩΝ ΤΗΣ ΘΕΣΣΑΛΟΝΙΚΗΣ xyxy=(1146,1608,1520,1654)
col1-ad1-b-text: ΑΘΗΝΑΙ, 25.— Εκ του υπουργείου Δικαιοσύνης εκοινοποιήθη εγκύκλιος προς τα δικαστήρια με οδηγίας διά την εφαρμογήν του κώδικος. xyxy=(17,2331,208,2375)
col1-body3-repeat5: Ερωτηθείς περί της παιδείας ο κ. πρύτανις ετόνισεν ότι αι προβλεπόμεναι διατάξεις αποτελούν σημαντικόν βήμα προόδου και ότι η πανεπιστημιακή κοινότης θα συμβάλη εις την πραγματοποίησίν των. xyxy=(17,856,406,890)
col1-body5-repeat: ΑΘΗΝΑΙ, 25.— Εκ του υπουργείου Δικαιοσύνης εκοινοποιήθη εγκύκλιος προς τα δικαστήρια με οδηγίας διά την εφαρμογήν του κώδικος. xyxy=(17,2036,406,2058)
col3-body7-b: ΑΘΗΝΑΙ, 25.— Εκ του υπουργείου Συντονισμού ανακοινούνται αι νέαι αποδοχαί των υπηρετούντων εις την ΕΣΥΕ. xyxy=(583,1325,851,1359)
col1-h3: ΕΚΟΙΝΟΠΟΙΗΘΗ ΕΓΚΥΚΛΙΟΣ ΜΕ ΟΔΗΓΙΑΣ ΔΙΑ ΤΟΝ ΚΩΔΙΚΑ ΠΟΛΙΤΙΚΗΣ ΔΙΚΟΝΟΜΙΑΣ xyxy=(19,1968,404,2007)
col1-body2-repeat13: Εις συνέντευξιν τύπου ο πρύτανις επεσήμανε την ανάγκην της πλήρους ενημερώσεως του κοινού επί των διατάξεων του νέου Συντάγματος και ετόνισεν ότι η νέα κατάστασις θα διασφαλίση την ομαλήν λειτουργίαν των θεσμών. xyxy=(17,1625,406,1669)
col4-h-dioikisis: Η ΔΙΟΙΚΗΣΙΣ ΤΗΣ ΕΝΩΣΕΩΣ ΣΥΝΤΑΚΤΩΝ ΚΑΤΑΔΙΚΑΖΕΙ ΤΗΝ ΑΝΘΕΛΛΗΝΙΚΗΝ ΣΤΑΣΙΝ ΤΗΣ κ. ΕΛΕΝΗΣ ΒΛΑΧΟΥ ΕΙΣ ΤΟ ΔΙΕΘΝΕΣ ΣΥΜΠΟΣΙΟΝ ΤΥΠΟΥ ΤΟΥ ΣΑΛΤΣΜΠΟΥΡΓΚ xyxy=(1150,1061,1516,1122)
col4-body1-e: Λόγω του δημοψηφίσματος της Κυριακής, όπως οι αθλητικοί σύλλογοι συμφωνήσαν, αι συναντήσεις της πρώτης εθνικής κατηγορίας αναβάλλονται. xyxy=(1143,730,1329,786)
col3-body6-d: ΑΘΗΝΑΙ, 25.— Ο αρμόδιος της υπηρεσίας αρχαιοτήτων ανεκοίνωσεν ότι ενετοπίσθη ναυάγιον μεγάλης αρχαιολογικής αξίας. xyxy=(583,1166,851,1200)
col4-body3-m: ΑΘΗΝΑΙ, 25.— Η διοίκησις της ενώσεως συντακτών ημερησίων εφημερίδων Αθηνών εξέδωσε ανακοίνωσιν καταδικάζουσα την στάσιν της κ. Βλάχου. xyxy=(1337,1360,1523,1416)
col2-h13: ΕΠΙΘΕΣΗ ΕΝΑΝΤΙΟΝ ΙΕΡΕΩΣ xyxy=(441,1280,554,1304)
col2-h6: ΕΠΡΟΣΕΝΗΣΕ ΤΟΝ ΘΑΝΑΤΟΝ ΤΟΥ ΓΑΜΒΡΟΥ ΤΟΥ xyxy=(426,727,569,762)
col3-rule-nees xyxy=(583,1245,1128,1247)
col3-headline-rule xyxy=(583,166,1128,168)
col1-ad2-b-text: ΑΘΗΝΑΙ, 25.— Εκ του υπουργείου Δικαιοσύνης εκοινοποιήθη εγκύκλιος προς τα δικαστήρια με οδηγίας διά την εφαρμογήν του κώδικος. xyxy=(216,2162,406,2207)
col3-body2: ΕΡΩΤΗΣΙΣ: Κύριε υπουργέ, ποία η σημασία των διατάξεων περί κομμάτων; ΑΠΑΝΤΗΣΙΣ: Η δημοκρατική οργάνωσις των κομμάτων θα αποτελέση πραγματικήν πολιτικήν επανάστασιν. xyxy=(583,265,851,310)
col3-rule-kal xyxy=(583,819,1128,821)
col1-body1-repeat3: Ο πρύτανις του πανεπιστημίου Θεσσαλονίκης κ. Καρμένος απαντών είς τά τεθέντα υπό του ραδιοφωνικού σταθμού Θεσσαλονίκης ερωτήματα, διά τού νέου συντάγματος, είπε τά εξής: xyxy=(17,891,406,925)
col3-h-nees: ΑΙ ΝΕΑΙ ΑΠΟΔΟΧΑΙ ΤΩΝ ΥΠΗΡΕΤΟΥΝΤΩΝ ΕΙΣ ΤΗΝ ΕΘΝΙΚΗΝ ΣΤΑΤΙΣΤΙΚΗΝ ΥΠΗΡΕΣΙΑΝ xyxy=(616,1251,1095,1285)
col4-kicker: Χθές τήν νύκτα είς τάς Βρυξέλλας xyxy=(1216,98,1450,113)
column-1 xyxy=(17,60,406,2398)
col1-ad4-text: ΑΘΗΝΑΙ, 25.— Εκ του υπουργείου Δικαιοσύνης εκοινοποιήθη εγκύκλιος προς τα δικαστήρια με οδηγίας διά την εφαρμογήν του κώδικος. xyxy=(216,2353,406,2398)
col3-body4-e: ΕΡΩΤΗΣΙΣ: Ποία θα είναι η διαδικασία της δημοσίας συζητήσεως; ΑΠΑΝΤΗΣΙΣ: Η συζήτησις θα διεξαχθή ελευθέρως εις τον τύπον και το ραδιόφωνον. xyxy=(860,1149,1128,1182)
col1-body2-repeat3: Εις συνέντευξιν τύπου ο πρύτανις επεσήμανε την ανάγκην της πλήρους ενημερώσεως του κοινού επί των διατάξεων του νέου Συντάγματος και ετόνισεν ότι η νέα κατάστασις θα διασφαλίση την ομαλήν λειτουργίαν των θεσμών. xyxy=(17,604,406,649)
col3-h-nav: ΝΑΥΑΓΙΟΝ ΜΕΓΑΛΗΣ ΑΡΧΑΙΟΛΟΓΙΚΗΣ ΑΞΙΑΣ ΑΝΗΚΟΝ ΕΙΣ ΤΟΝ 11ον Μ.Χ. ΑΙΩΝΑ ΕΝΕΤΟΠΙΣΘΗ ΕΙΣ ΤΗΝ ΠΕΡΙΟΧΗΝ ΣΠΟΡΑΔΩΝ xyxy=(603,1019,1109,1053)
col1-body3-repeat11: Ερωτηθείς περί της παιδείας ο κ. πρύτανις ετόνισεν ότι αι προβλεπόμεναι διατάξεις αποτελούν σημαντικόν βήμα προόδου και ότι η πανεπιστημιακή κοινότης θα συμβάλη εις την πραγματοποίησίν των. xyxy=(17,1468,406,1502)
col1-divider xyxy=(17,1831,406,1833)
col1-body3-repeat8: Ερωτηθείς περί της παιδείας ο κ. πρύτανις ετόνισεν ότι αι προβλεπόμεναι διατάξεις αποτελούν σημαντικόν βήμα προόδου και ότι η πανεπιστημιακή κοινότης θα συμβάλη εις την πραγματοποίησίν των. xyxy=(17,1180,406,1214)
col4-anavoli-columns xyxy=(1143,305,1523,1048)
col2-body10: ΑΘΗΝΑΙ, 25.— Προκηρύσσεται διαγωνισμός διά την κατάταξιν δοκίμων λιμενοφυλάκων. xyxy=(425,1150,570,1195)
col2-h7: ΚΑΤΕΔΙΚΑΣΘΗ ΔΙ' ΑΝΘΡΩΠΟΚΤΟΝΙΑΝ ΕΙΣ ΑΜΦΙΣΣΑΝ xyxy=(432,809,563,844)
col4-body1-j: Λόγω του δημοψηφίσματος της Κυριακής, όπως οι αθλητικοί σύλλογοι συμφωνήσαν, αι συναντήσεις της πρώτης εθνικής κατηγορίας αναβάλλονται. xyxy=(1337,564,1523,621)
col3-body5-e: ΑΘΗΝΑΙ, 25.— Το υπουργείον Εθνικής Αμύνης ανακοινοί ότι καλούνται προς κατάταξιν οι επιτυχόντες εις τους διαγωνισμούς της Σχολής Ικάρων. xyxy=(860,911,1128,956)
col1-ad2: ΣΥΓΧΡΟΝΟΝ ΦΡΟΝΤΙΣΤΗΡΙΟΝ Μεγ. Αλεξάνδρου 139—Διαλέτη 2. Τηλ. 27-273 xyxy=(17,2210,208,2244)
col1-body1-repeat4: Ο πρύτανις του πανεπιστημίου Θεσσαλονίκης κ. Καρμένος απαντών είς τά τεθέντα υπό του ραδιοφωνικού σταθμού Θεσσαλονίκης ερωτήματα, διά τού νέου συντάγματος, είπε τά εξής: xyxy=(17,1096,406,1130)
col4-epanorth-a xyxy=(1143,1658,1329,1896)
col1-body3-repeat10: Ερωτηθείς περί της παιδείας ο κ. πρύτανις ετόνισεν ότι αι προβλεπόμεναι διατάξεις αποτελούν σημαντικόν βήμα προόδου και ότι η πανεπιστημιακή κοινότης θα συμβάλη εις την πραγματοποίησίν των. xyxy=(17,1384,406,1418)
col4-body3-g: ΑΘΗΝΑΙ, 25.— Η διοίκησις της ενώσεως συντακτών ημερησίων εφημερίδων Αθηνών εξέδωσε ανακοίνωσιν καταδικάζουσα την στάσιν της κ. Βλάχου. xyxy=(1143,1478,1329,1534)
col1-body2-repeat6: Εις συνέντευξιν τύπου ο πρύτανις επεσήμανε την ανάγκην της πλήρους ενημερώσεως του κοινού επί των διατάξεων του νέου Συντάγματος και ετόνισεν ότι η νέα κατάστασις θα διασφαλίση την ομαλήν λειτουργίαν των θεσμών. xyxy=(17,928,406,973)
col3-body3: Το Σύνταγμα διασφαλίζει τας ατομικάς ελευθερίας του πολίτου και θέτει τα όρια διά την προστασίαν του κοινωνικού συνόλου. xyxy=(583,425,851,458)
page-label: ΣΕΛΙΣ 7 xyxy=(1398,60,1523,92)
col4-body2-c: Η ομάς του Παναθηναϊκού ηττήθη χθες με 2-1 από την Ντάρινγκ εις τας Βρυξέλλας, εις αγώνα διά το κύπελλον πρωταθλητριών. xyxy=(1143,576,1329,621)
col3-h-prov: ΑΙ ΠΡΟΒΛΕΨΕΙΣ xyxy=(950,1060,1039,1072)
col3-h-elev: ΕΛΕΥΘΕΡΙΑΙ ΚΑΙ ΑΝΕΛΕΥΘΕΡΙΑΙ xyxy=(628,409,806,421)
col3-body4-c: ΕΡΩΤΗΣΙΣ: Ποία θα είναι η διαδικασία της δημοσίας συζητήσεως; ΑΠΑΝΤΗΣΙΣ: Η συζήτησις θα διεξαχθή ελευθέρως εις τον τύπον και το ραδιόφωνον. xyxy=(860,1075,1128,1109)
col3-body5-c: ΑΘΗΝΑΙ, 25.— Το υπουργείον Εθνικής Αμύνης ανακοινοί ότι καλούνται προς κατάταξιν οι επιτυχόντες εις τους διαγωνισμούς της Σχολής Ικάρων. xyxy=(583,958,851,1003)
col1-divider-3 xyxy=(17,2063,406,2065)
col1-body2-repeat7: Εις συνέντευξιν τύπου ο πρύτανις επεσήμανε την ανάγκην της πλήρους ενημερώσεως του κοινού επί των διατάξεων του νέου Συντάγματος και ετόνισεν ότι η νέα κατάστασις θα διασφαλίση την ομαλήν λειτουργίαν των θεσμών. xyxy=(17,1012,406,1057)
page-label-row xyxy=(1143,60,1523,92)
col4-body1-f: Λόγω του δημοψηφίσματος της Κυριακής, όπως οι αθλητικοί σύλλογοι συμφωνήσαν, αι συναντήσεις της πρώτης εθνικής κατηγορίας αναβάλλονται. xyxy=(1143,836,1329,891)
col3-nees-columns xyxy=(583,1289,1128,1362)
col4-epanorth-b xyxy=(1337,1658,1523,1896)
col3-h-syzit: Η ΔΗΜΟΣΙΑ ΣΥΖΗΤΗΣΙΣ xyxy=(928,702,1061,714)
col4-body2-e: Η ομάς του Παναθηναϊκού ηττήθη χθες με 2-1 από την Ντάρινγκ εις τας Βρυξέλλας, εις αγώνα διά το κύπελλον πρωταθλητριών. xyxy=(1143,788,1329,833)
col3-body6-c: ΑΘΗΝΑΙ, 25.— Ο αρμόδιος της υπηρεσίας αρχαιοτήτων ανεκοίνωσεν ότι ενετοπίσθη ναυάγιον μεγάλης αρχαιολογικής αξίας. xyxy=(583,1129,851,1163)
col1-ad1-b: ΣΥΓΧΡΟΝΟΝ ΦΡΟΝΤΙΣΤΗΡΙΟΝ Μεγ. Αλεξάνδρου 139—Διαλέτη 2. Τηλ. 27-273 xyxy=(17,2294,208,2328)
col1-ads-left xyxy=(17,2127,208,2401)
col1-ad3: ΦΡΟΝΤΙΣΤΗΡΙΑ ΒΑΚΑΛΗ — ΚΑΣΑΝΤΖΗ ΧΑΡΙΣΙΟΥ — ΧΕΙΜΕΡΙΔΗ Ερμού 14. Τηλ. 29-452 xyxy=(216,2210,406,2255)
col4-body1-i: Λόγω του δημοψηφίσματος της Κυριακής, όπως οι αθλητικοί σύλλογοι συμφωνήσαν, αι συναντήσεις της πρώτης εθνικής κατηγορίας αναβάλλονται. xyxy=(1337,458,1523,514)
col1-body2-repeat14: Εις συνέντευξιν τύπου ο πρύτανις επεσήμανε την ανάγκην της πλήρους ενημερώσεως του κοινού επί των διατάξεων του νέου Συντάγματος και ετόνισεν ότι η νέα κατάστασις θα διασφαλίση την ομαλήν λειτουργίαν των θεσμών. xyxy=(17,1744,406,1790)
col3-body2-k: ΕΡΩΤΗΣΙΣ: Κύριε υπουργέ, ποία η σημασία των διατάξεων περί κομμάτων; ΑΠΑΝΤΗΣΙΣ: Η δημοκρατική οργάνωσις των κομμάτων θα αποτελέση πραγματικήν πολιτικήν επανάστασιν. xyxy=(860,617,1128,662)
col3-body3-c: Το Σύνταγμα διασφαλίζει τας ατομικάς ελευθερίας του πολίτου και θέτει τα όρια διά την προστασίαν του κοινωνικού συνόλου. xyxy=(583,545,851,579)
col4-body2-f: Η ομάς του Παναθηναϊκού ηττήθη χθες με 2-1 από την Ντάρινγκ εις τας Βρυξέλλας, εις αγώνα διά το κύπελλον πρωταθλητριών. xyxy=(1143,894,1329,940)
col1-body2: Εις συνέντευξιν τύπου ο πρύτανις επεσήμανε την ανάγκην της πλήρους ενημερώσεως του κοινού επί των διατάξεων του νέου Συντάγματος και ετόνισεν ότι η νέα κατάστασις θα διασφαλίση την ομαλήν λειτουργίαν των θεσμών. xyxy=(17,316,406,361)
col3-body2-g: ΕΡΩΤΗΣΙΣ: Κύριε υπουργέ, ποία η σημασία των διατάξεων περί κομμάτων; ΑΠΑΝΤΗΣΙΣ: Η δημοκρατική οργάνωσις των κομμάτων θα αποτελέση πραγματικήν πολιτικήν επανάστασιν. xyxy=(860,218,1128,263)
col4-rule-1 xyxy=(1143,280,1523,282)
col4-body4-j: Συμφώνως προς ανακοίνωσιν του Ο.Α.Σ.Θ. επέρχονται τροποποιήσεις εις τα δρομολόγια των γραμμών λεωφορείων της πόλεως. xyxy=(1337,1847,1523,1892)
col3-rule-nav xyxy=(583,1012,1128,1014)
col4-body4: Συμφώνως προς ανακοίνωσιν του Ο.Α.Σ.Θ. επέρχονται τροποποιήσεις εις τα δρομολόγια των γραμμών λεωφορείων της πόλεως. xyxy=(1143,1657,1329,1702)
col3-body4-a: ΕΡΩΤΗΣΙΣ: Ποία θα είναι η διαδικασία της δημοσίας συζητήσεως; ΑΠΑΝΤΗΣΙΣ: Η συζήτησις θα διεξαχθή ελευθέρως εις τον τύπον και το ραδιόφωνον. xyxy=(583,729,851,762)
col3-subhead: Τό Σύνταγμα άποβλέπει είς τήν δημιουργίαν κοινωνικής καί οικονομικής δημοκρατίας xyxy=(619,171,1092,213)
col1-body2-repeat4: Εις συνέντευξιν τύπου ο πρύτανις επεσήμανε την ανάγκην της πλήρους ενημερώσεως του κοινού επί των διατάξεων του νέου Συντάγματος και ετόνισεν ότι η νέα κατάστασις θα διασφαλίση την ομαλήν λειτουργίαν των θεσμών. xyxy=(17,724,406,769)
col3-body-columns xyxy=(583,219,1128,813)
col3-body2-b: ΕΡΩΤΗΣΙΣ: Κύριε υπουργέ, ποία η σημασία των διατάξεων περί κομμάτων; ΑΠΑΝΤΗΣΙΣ: Η δημοκρατική οργάνωσις των κομμάτων θα αποτελέση πραγματικήν πολιτικήν επανάστασιν. xyxy=(583,360,851,405)
col1-ads-right xyxy=(216,2127,406,2401)
col3-subcol-a xyxy=(583,219,851,813)
col1-body2-repeat8: Εις συνέντευξιν τύπου ο πρύτανις επεσήμανε την ανάγκην της πλήρους ενημερώσεως του κοινού επί των διατάξεων του νέου Συντάγματος και ετόνισεν ότι η νέα κατάστασις θα διασφαλίση την ομαλήν λειτουργίαν των θεσμών. xyxy=(17,1132,406,1177)
col4-body1-d: Λόγω του δημοψηφίσματος της Κυριακής, όπως οι αθλητικοί σύλλογοι συμφωνήσαν, αι συναντήσεις της πρώτης εθνικής κατηγορίας αναβάλλονται. xyxy=(1143,623,1329,680)
column-3 xyxy=(583,60,1128,1937)
col2-h1: Ο κ. ΠΑΤΤΑΚΟΣ ΘΑ ΘΕΜΕΛΙΩΣΗ ΝΕΟΝ ΤΟΥΡΙΣΤΙΚΟΝ ΣΥΓΚΡΟΤΗΜΑ ΤΗΣ ΡΟΔΟΥ xyxy=(441,59,554,120)
